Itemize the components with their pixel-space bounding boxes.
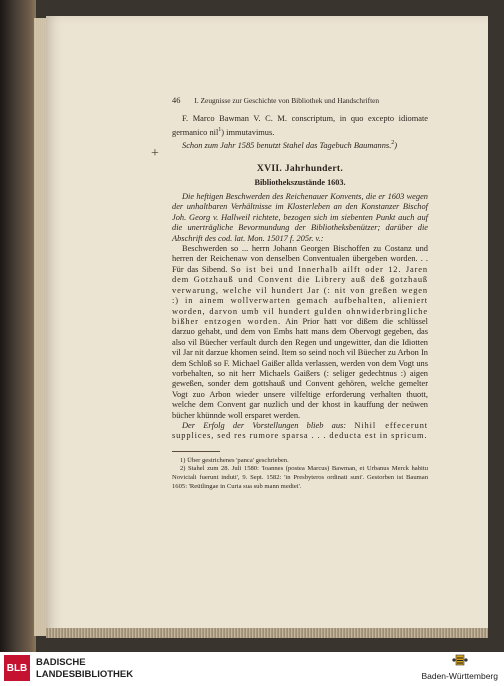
intro-text: F. Marco Bawman V. C. M. conscriptum, in quo excepto idiomate germanico nil	[172, 114, 428, 137]
library-name-line1: BADISCHE	[36, 657, 86, 668]
stahel-text-end: )	[394, 140, 398, 150]
section-heading: XVII. Jahrhundert.	[256, 163, 344, 175]
complaint-opening: Beschwerden so ... herrn Johann Georgen Bischoffen zu Costanz und herren der Reichenaw von denselben Conventualen übergeben worden.	[172, 244, 428, 264]
book-spine	[0, 0, 36, 652]
library-name	[36, 657, 133, 681]
intro-text-end: ) immutavimus.	[221, 127, 275, 137]
footnote-ref: 2	[391, 140, 395, 147]
page-bottom-edge	[46, 628, 488, 638]
footnote-rule	[172, 451, 220, 452]
outcome-paragraph	[172, 421, 428, 442]
footnote-2: 2) Stahel zum 28. Juli 1580: 'Ioannes (postea Marcus) Bawman, et Urbanus Merck habitu Noviciali fuerunt induti', 9. Sept. 1582: 'in Presbyteros ordinati sunt'. Gestorben ist Bauman 1605: 'Reütlingae in Curia sua sub mann mediei'.	[172, 465, 428, 490]
page-content	[172, 96, 428, 491]
running-head	[172, 96, 428, 106]
page-number: 46	[172, 96, 181, 105]
complaint-item: . . Für das Sibend.	[172, 254, 429, 274]
running-title: I. Zeugnisse zur Geschichte von Bibliothek und Handschriften	[194, 96, 380, 105]
complaint-continued: Ain Prior hatt vor dißem die schlüssel darzuo gehabt, und dem von Embs hatt mans dem Obervogt gegeben, das also vil Büecher verfault durch den Regen und ungewitter, dan die Idiotten vil Jar nit darzue khomen seind. Item so seind noch vil Büecher zu Arbon In dem Schloß so F. Michael Gaißer allda verlassen, werden von dem Vogt uns vorbehalten, so nit herr Michaels Gaißers (: seliger gedechtnus :) aigen geweßen, sonder dem gottshauß und Convent gehören, welche gemelter Vogt zuo Arbon wieder unsere vilfeltige erforderung verhalten thuott, welche dem Convent gar nuzlich und der khost in kauffung der neüwen bücher khünnde woll ersparet werden.	[172, 316, 428, 420]
complaint-spaced: So ist bei und Innerhalb ailft oder 12. Jaren dem Gotzhauß und Convent die Librery auß deß gotzhauß verwarung, welche vil hundert Jar (: nit von greßen wegen :) in ainem wollverwarten gemach aufbehalten, alieniert worden, darvon umb vil hundert gulden ohnwiderbringliche bißher entzogen worden.	[172, 264, 428, 326]
coat-of-arms-icon	[452, 654, 468, 668]
outcome-italic: Der Erfolg der Vorstellungen blieb aus:	[182, 420, 347, 430]
stahel-note	[172, 138, 428, 151]
intro-paragraph	[172, 114, 428, 138]
blb-logo[interactable]: BLB	[4, 655, 30, 681]
library-footer	[0, 652, 504, 686]
outcome-spaced: Nihil effecerunt supplices, sed res rumore sparsa . . . deducta est in spricum.	[172, 420, 429, 441]
stahel-text: Schon zum Jahr 1585 benutzt Stahel das Tagebuch Baumanns.	[182, 140, 392, 150]
complaint-paragraph	[172, 244, 428, 421]
intro-italic-paragraph: Die heftigen Beschwerden des Reichenauer Konvents, die er 1603 wegen der unhaltbaren Verhältnisse im Klosterleben an den Konstanzer Bischof Joh. Georg v. Hallweil richtete, bezogen sich im siebenten Punkt auch auf die unerträgliche Bevormundung der Bibliotheksbenützer; darüber die Abschrift des cod. lat. Mon. 15017 f. 205r. v.:	[172, 192, 428, 243]
library-name-line2: LANDESBIBLIOTHEK	[36, 669, 134, 680]
footnote-ref: 1	[218, 126, 222, 133]
partner-name: Baden-Württemberg	[421, 671, 498, 681]
margin-mark: +	[151, 146, 159, 161]
footnote-1: 1) Über gestrichenes 'panca' geschrieben.	[180, 456, 289, 464]
section-subheading: Bibliothekszustände 1603.	[254, 177, 346, 187]
